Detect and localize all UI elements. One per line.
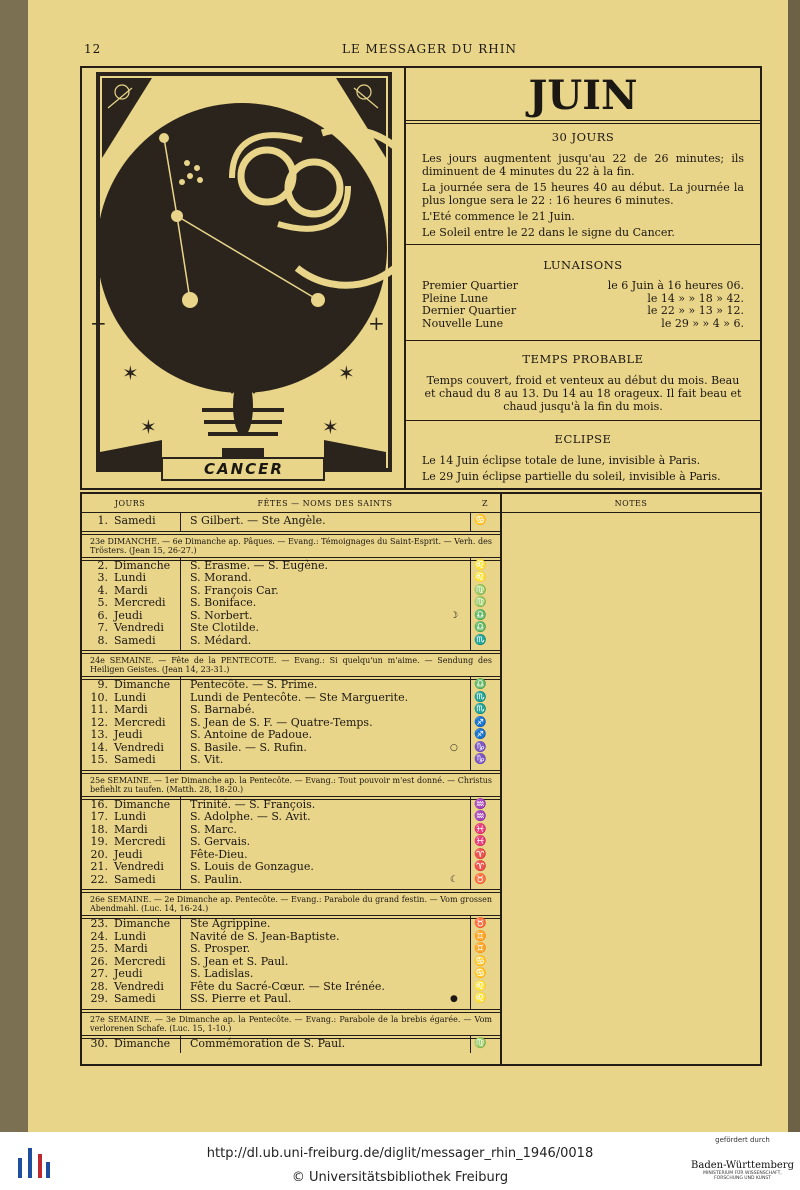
saint-name: S. Ladislas. [190,967,254,980]
info-line: Le Soleil entre le 22 dans le signe du Cancer. [422,226,675,239]
saint-name: S. Antoine de Padoue. [190,728,313,741]
day-row [82,679,500,692]
saint-name: S. Gervais. [190,835,251,848]
zodiac-sign-icon: ♑ [474,754,487,765]
zodiac-sign-icon: ♌ [474,993,487,1004]
svg-text:✶: ✶ [322,415,339,439]
week-heading: 27e SEMAINE. — 3e Dimanche ap. la Pentecôte. — Evang.: Parabole de la brebis égarée. — Vom verlorenen Schafe. (Luc. 15, 1-10.) [90,1014,492,1033]
zodiac-sign-icon: ♍ [474,584,487,596]
day-number: 29. [90,992,108,1005]
day-name: Dimanche [114,1036,171,1050]
column-separator [470,915,471,1009]
day-name: Jeudi [114,847,143,861]
saint-name: S. Marc. [190,822,237,836]
day-number: 13. [90,728,108,741]
column-separator [180,915,181,1009]
phase-name: Pleine Lune [422,291,489,305]
day-row [82,918,500,931]
phase-date: le 6 Juin à 16 heures 06. [607,279,744,292]
saint-name: S. Adolphe. — S. Avit. [190,810,311,823]
day-row [82,861,500,874]
day-name: Vendredi [114,740,164,754]
saint-name: Pentecôte. — S. Prime. [190,678,318,691]
day-number: 14. [90,740,108,754]
saint-name: Navité de S. Jean-Baptiste. [190,929,340,943]
page-number: 12 [84,42,102,56]
saint-name: S. Paulin. [190,872,243,886]
day-name: Mercredi [114,835,166,848]
svg-text:+: + [90,311,107,335]
zodiac-sign-icon: ♎ [474,679,487,690]
lunaisons-list [406,280,760,330]
day-row [82,635,500,648]
zodiac-sign-icon: ♍ [474,597,487,608]
day-number: 26. [90,954,108,968]
day-number: 9. [97,678,108,691]
zodiac-sign-icon: ♒ [474,811,487,822]
column-separator [180,1035,181,1054]
saint-name: S. Prosper. [190,942,251,955]
divider [406,120,760,124]
zodiac-sign-icon: ♋ [474,515,487,526]
day-name: Lundi [114,690,147,704]
cancer-illustration [82,68,406,488]
svg-text:+: + [368,311,385,335]
running-head: LE MESSAGER DU RHIN [342,42,517,56]
day-number: 27. [90,967,108,980]
saint-name: S. Jean et S. Paul. [190,954,289,968]
zodiac-sign-icon: ♓ [474,836,487,847]
day-number: 24. [90,929,108,943]
library-footer [0,1132,800,1190]
day-name: Mercredi [114,954,166,968]
sign-label: CANCER [204,460,284,478]
calendar-frame [80,492,762,1066]
day-row [82,968,500,981]
day-number: 20. [90,847,108,861]
column-separator [470,796,471,890]
saint-name: Fête du Sacré-Cœur. — Ste Irénée. [190,979,385,993]
day-row [82,572,500,585]
saint-name: Ste Agrippine. [190,917,271,930]
day-name: Dimanche [114,797,171,811]
day-row [82,956,500,969]
day-name: Lundi [114,929,147,943]
zodiac-sign-icon: ♎ [474,622,487,633]
saint-name: S. Boniface. [190,596,257,609]
day-name: Samedi [114,753,156,766]
day-number: 22. [90,872,108,886]
saint-name: S. Jean de S. F. — Quatre-Temps. [190,715,373,729]
cancer-zodiac-image [82,68,404,488]
saint-name: S. Médard. [190,633,252,647]
day-number: 23. [90,917,108,930]
day-number: 1. [97,514,108,527]
column-separator [180,676,181,770]
zodiac-sign-icon: ♒ [474,798,487,810]
day-name: Dimanche [114,678,171,691]
day-name: Mercredi [114,715,166,729]
sponsor-sub: MINISTERIUM FÜR WISSENSCHAFT, FORSCHUNG UND KUNST [703,1171,782,1181]
day-name: Jeudi [114,608,143,622]
day-number: 21. [90,860,108,873]
zodiac-sign-icon: ♋ [474,955,487,967]
divider [406,420,760,421]
lunaison-row [422,280,744,293]
day-name: Samedi [114,872,156,886]
calendar-table [82,494,502,1064]
day-number: 12. [90,715,108,729]
day-name: Mardi [114,822,148,836]
zodiac-sign-icon: ♊ [474,943,487,954]
col-header-notes: NOTES [614,499,648,508]
day-name: Mardi [114,942,148,955]
day-row [82,754,500,767]
day-number: 16. [90,797,108,811]
book-spine [0,0,28,1132]
day-number: 7. [97,621,108,634]
day-number: 5. [97,596,108,609]
day-name: Jeudi [114,967,143,980]
saint-name: Commémoration de S. Paul. [190,1036,346,1050]
zodiac-sign-icon: ♈ [474,848,487,860]
sponsor-small: gefördert durch [715,1136,770,1144]
day-name: Samedi [114,514,156,527]
copyright: © Universitätsbibliothek Freiburg [291,1170,509,1185]
month-title: JUIN [528,72,638,119]
day-number: 6. [97,608,108,622]
day-name: Vendredi [114,860,164,873]
day-name: Lundi [114,571,147,584]
zodiac-sign-icon: ♉ [474,873,487,885]
zodiac-sign-icon: ♏ [474,704,487,715]
column-separator [470,512,471,531]
day-name: Lundi [114,810,147,823]
saint-name: Ste Clotilde. [190,621,260,634]
saint-name: S. Norbert. [190,608,253,622]
saint-name: S. Morand. [190,571,252,584]
svg-text:✶: ✶ [338,361,355,385]
day-row [82,515,500,528]
eclipse-title: ECLIPSE [554,432,612,446]
saint-name: SS. Pierre et Paul. [190,992,292,1005]
day-number: 28. [90,979,108,993]
saint-name: Fête-Dieu. [190,847,248,861]
eclipse-line: Le 29 Juin éclipse partielle du soleil, invisible à Paris. [422,470,721,483]
phase-name: Premier Quartier [422,279,519,292]
eclipse-text [406,454,760,486]
day-number: 30. [90,1036,108,1050]
moon-phase-icon: ○ [450,742,458,753]
day-name: Dimanche [114,917,171,930]
zodiac-sign-icon: ♉ [474,918,487,929]
day-name: Vendredi [114,979,164,993]
saint-name: S. Vit. [190,753,224,766]
divider [406,340,760,341]
saint-name: S. Barnabé. [190,703,255,716]
day-number: 18. [90,822,108,836]
phase-date: le 29 » » 4 » 6. [661,316,744,330]
svg-text:✶: ✶ [122,361,139,385]
day-name: Mardi [114,583,148,597]
saint-name: S. Erasme. — S. Eugène. [190,558,328,572]
day-name: Samedi [114,992,156,1005]
column-separator [180,796,181,890]
zodiac-sign-icon: ♍ [474,1037,487,1049]
column-separator [180,557,181,651]
saint-name: Lundi de Pentecôte. — Ste Marguerite. [190,690,409,704]
day-row [82,943,500,956]
lunaison-row [422,318,744,331]
week-heading: 25e SEMAINE. — 1er Dimanche ap. la Pentecôte. — Evang.: Tout pouvoir m'est donné. — Christus befiehlt zu taufen. (Matth. 28, 18-20.) [90,775,492,794]
temps-title: TEMPS PROBABLE [522,352,644,366]
zodiac-sign-icon: ♏ [474,634,487,646]
zodiac-sign-icon: ♐ [474,716,487,728]
days-count: 30 JOURS [551,130,615,144]
moon-phase-icon: ☽ [450,610,459,621]
notes-column [502,494,760,1064]
day-row [82,704,500,717]
day-name: Samedi [114,633,156,647]
day-number: 2. [97,558,108,572]
zodiac-sign-icon: ♏ [474,691,487,703]
zodiac-sign-icon: ♊ [474,930,487,942]
saint-name: S. Louis de Gonzague. [190,860,314,873]
zodiac-sign-icon: ♑ [474,741,487,753]
column-separator [180,512,181,531]
day-number: 4. [97,583,108,597]
phase-date: le 14 » » 18 » 42. [647,291,744,305]
info-line: Les jours augmentent jusqu'au 22 de 26 minutes; ils diminuent de 4 minutes du 22 à la fin. [422,152,744,178]
day-name: Dimanche [114,558,171,572]
day-name: Vendredi [114,621,164,634]
column-separator [470,676,471,770]
day-row [82,811,500,824]
day-name: Mercredi [114,596,166,609]
day-name: Mardi [114,703,148,716]
day-row [82,622,500,635]
moon-phase-icon: ☾ [450,874,459,885]
day-number: 17. [90,810,108,823]
source-url[interactable]: http://dl.ub.uni-freiburg.de/diglit/messager_rhin_1946/0018 [206,1146,594,1161]
divider [82,512,500,513]
day-length-info [406,152,760,242]
day-row [82,874,500,887]
day-number: 10. [90,690,108,704]
day-row [82,729,500,742]
day-row [82,836,500,849]
month-info [406,68,760,488]
sponsor-name: Baden-Württemberg [691,1160,794,1171]
day-number: 15. [90,753,108,766]
phase-name: Nouvelle Lune [422,316,504,330]
col-header-jours: JOURS [114,499,146,508]
zodiac-sign-icon: ♓ [474,823,487,835]
column-separator [470,1035,471,1054]
lunaisons-title: LUNAISONS [543,258,623,272]
day-row [82,597,500,610]
moon-phase-icon: ● [450,994,458,1004]
day-number: 8. [97,633,108,647]
info-line: La journée sera de 15 heures 40 au début. La journée la plus longue sera le 22 : 16 heures 6 minutes. [422,181,744,207]
saint-name: S. Basile. — S. Rufin. [190,740,307,754]
zodiac-sign-icon: ♋ [474,968,487,979]
divider [502,512,760,513]
day-number: 25. [90,942,108,955]
day-row [82,993,500,1006]
zodiac-sign-icon: ♌ [474,572,487,583]
temps-text: Temps couvert, froid et venteux au début du mois. Beau et chaud du 8 au 13. Du 14 au 18 orageux. Il fait beau et chaud jusqu'à la fin du mois. [424,374,742,413]
col-header-zodiac: Z [481,499,489,508]
column-separator [470,557,471,651]
day-row [82,1038,500,1051]
saint-name: S Gilbert. — Ste Angèle. [190,514,326,527]
month-header-frame [80,66,762,490]
page-edge [788,0,800,1132]
zodiac-sign-icon: ♐ [474,729,487,740]
day-number: 11. [90,703,108,716]
phase-name: Dernier Quartier [422,304,517,317]
week-heading: 26e SEMAINE. — 2e Dimanche ap. Pentecôte. — Evang.: Parabole du grand festin. — Vom grossen Abendmahl. (Luc. 14, 16-24.) [90,895,492,913]
zodiac-sign-icon: ♎ [474,609,487,621]
zodiac-sign-icon: ♈ [474,861,487,872]
lunaison-row [422,305,744,318]
svg-text:✶: ✶ [140,415,157,439]
saint-name: S. François Car. [190,583,279,597]
day-number: 3. [97,571,108,584]
zodiac-sign-icon: ♌ [474,980,487,992]
day-name: Jeudi [114,728,143,741]
sponsor-logo [690,1136,795,1188]
day-number: 19. [90,835,108,848]
phase-date: le 22 » » 13 » 12. [647,304,744,317]
info-line: L'Eté commence le 21 Juin. [422,210,575,223]
col-header-fetes: FÊTES — NOMS DES SAINTS [257,499,393,508]
week-heading: 23e DIMANCHE. — 6e Dimanche ap. Pâques. — Evang.: Témoignages du Saint-Esprit. — Verh. des Trösters. (Jean 15, 26-27.) [90,536,492,555]
zodiac-sign-icon: ♌ [474,559,487,571]
week-heading: 24e SEMAINE. — Fête de la PENTECOTE. — Evang.: Si quelqu'un m'aime. — Sendung des Heiligen Geistes. (Jean 14, 23-31.) [90,656,492,674]
saint-name: Trinité. — S. François. [190,797,316,811]
divider [406,244,760,245]
eclipse-line: Le 14 Juin éclipse totale de lune, invisible à Paris. [422,454,701,467]
